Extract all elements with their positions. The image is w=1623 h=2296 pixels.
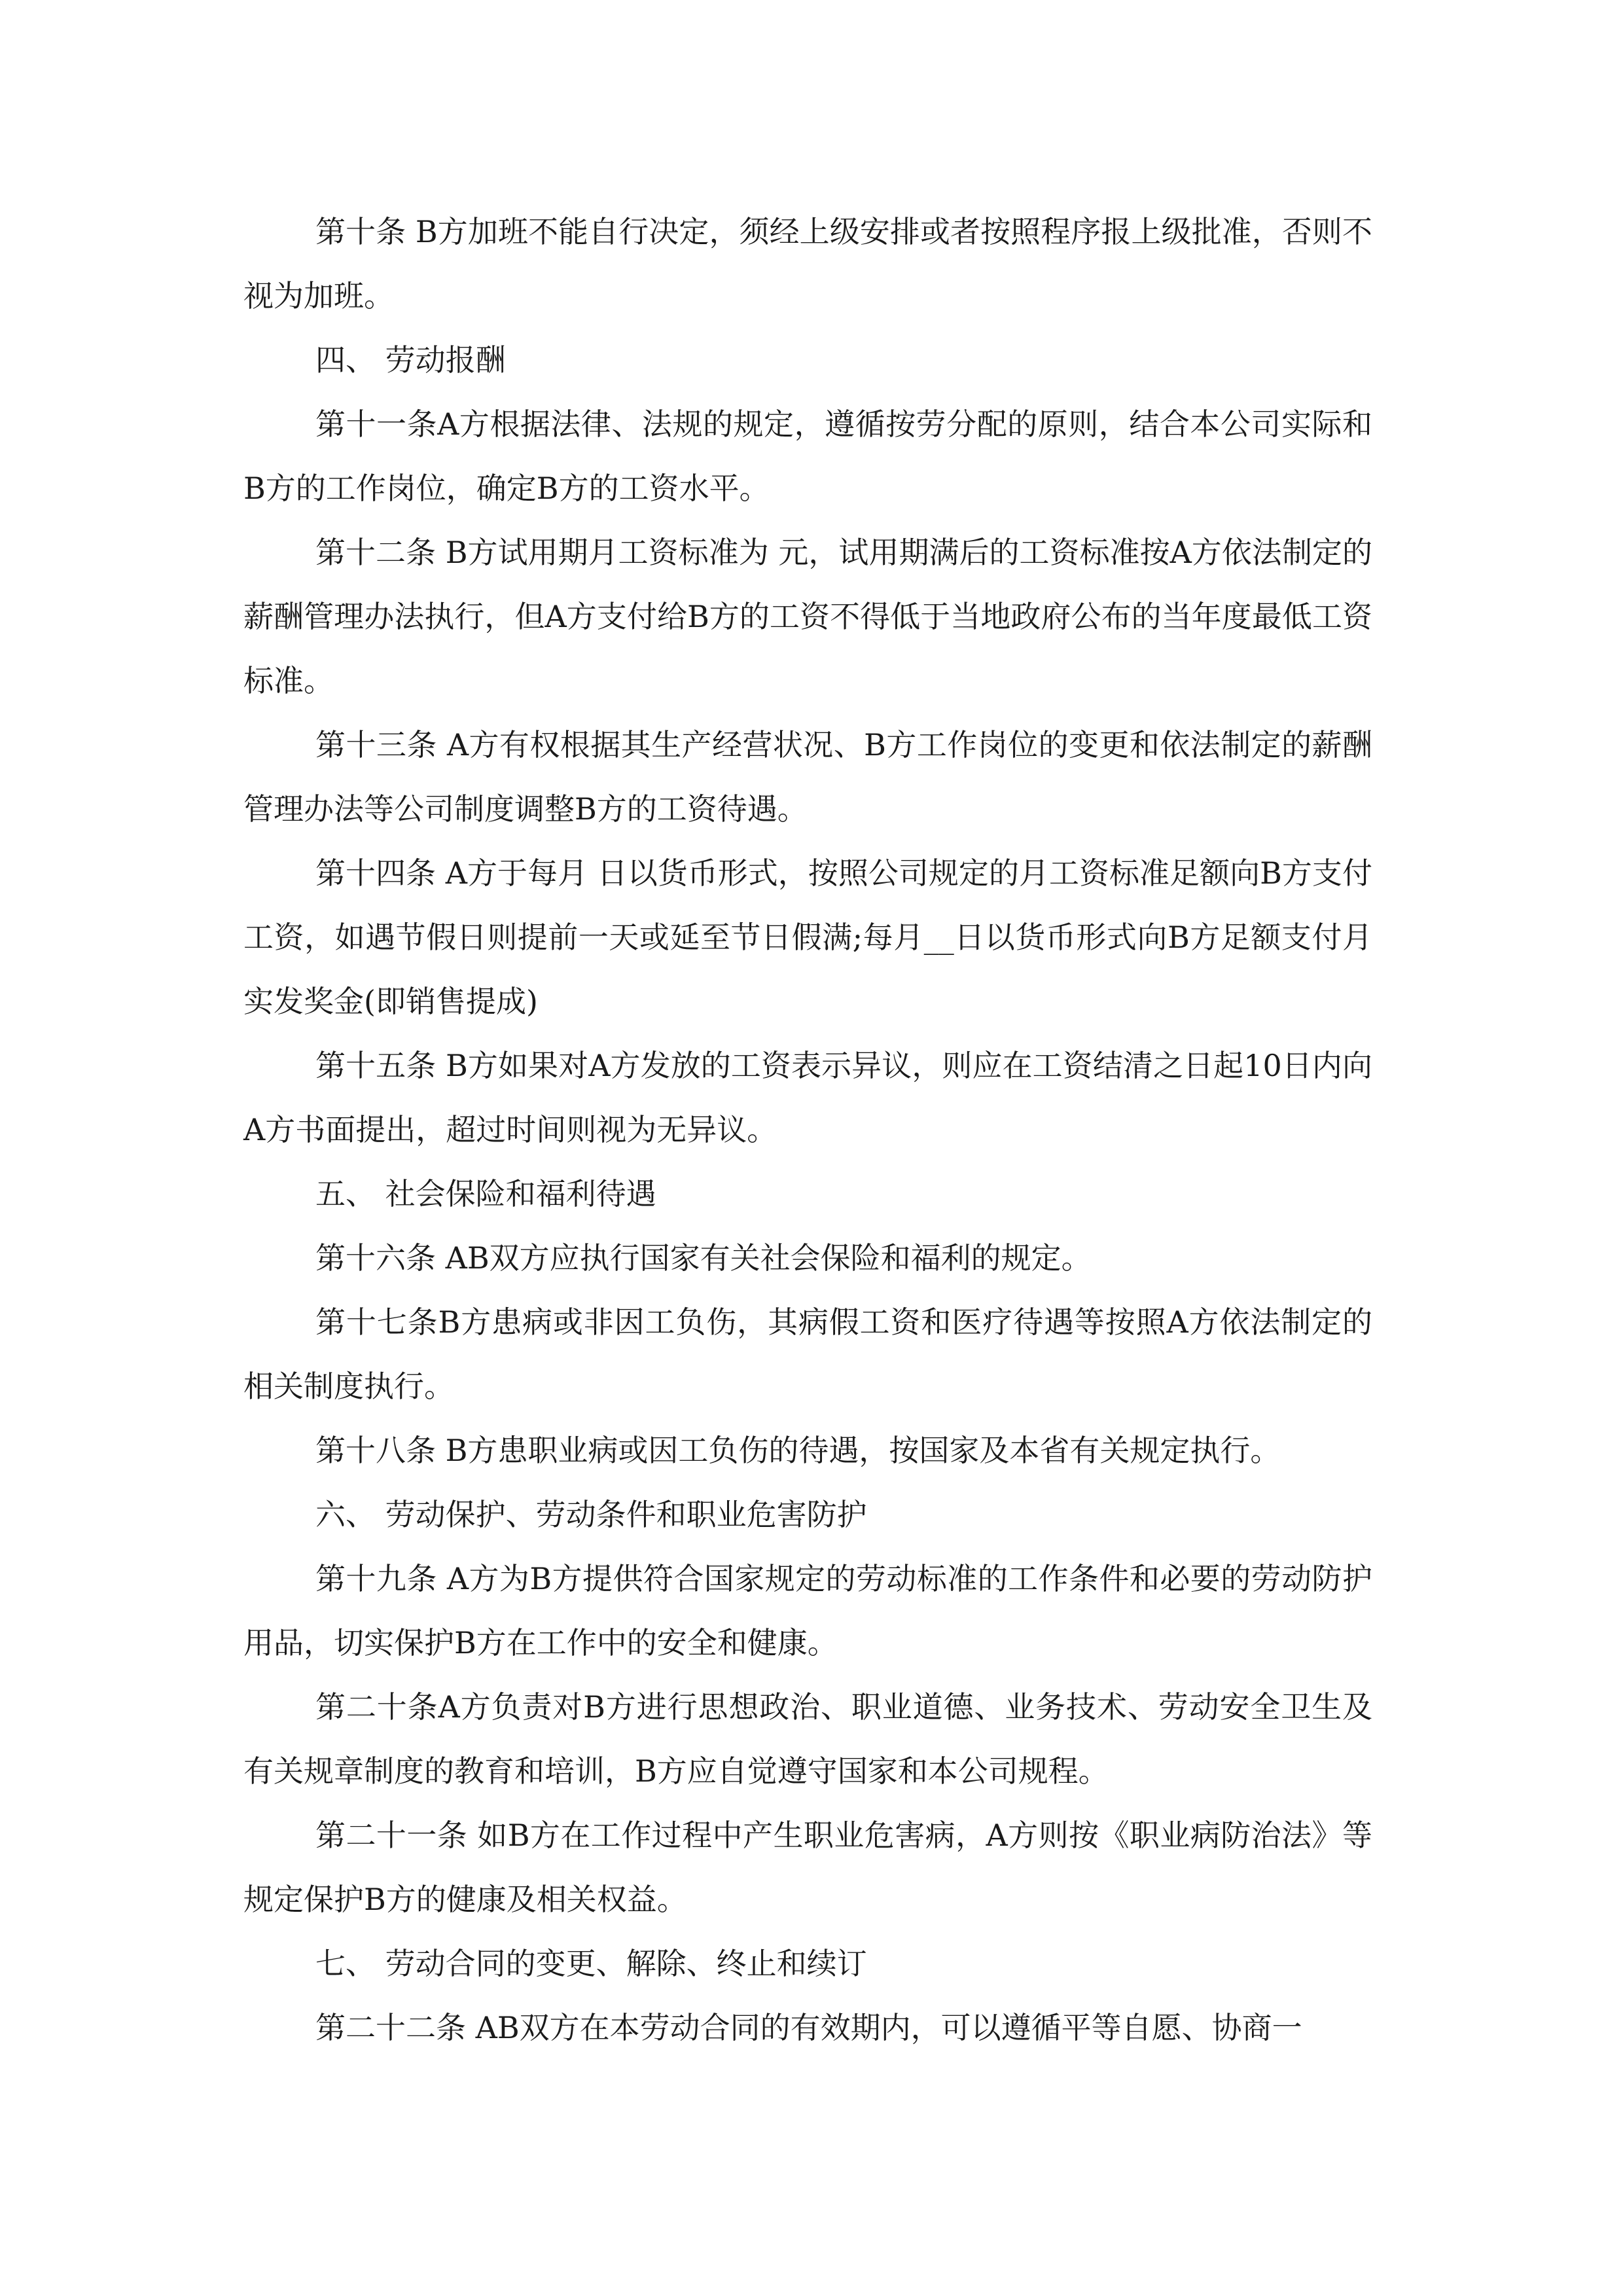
paragraph-article-20: 第二十条A方负责对B方进行思想政治、职业道德、业务技术、劳动安全卫生及有关规章制度的教育和培训，B方应自觉遵守国家和本公司规程。 [243, 1689, 1372, 1789]
paragraph-article-18: 第十八条 B方患职业病或因工负伤的待遇，按国家及本省有关规定执行。 [315, 1433, 1281, 1468]
document-body [243, 200, 1372, 2060]
paragraph-article-11: 第十一条A方根据法律、法规的规定，遵循按劳分配的原则，结合本公司实际和B方的工作岗位，确定B方的工资水平。 [243, 406, 1372, 506]
paragraph-article-12: 第十二条 B方试用期月工资标准为 元，试用期满后的工资标准按A方依法制定的薪酬管理办法执行，但A方支付给B方的工资不得低于当地政府公布的当年度最低工资标准。 [243, 535, 1372, 698]
section-heading-7-contract-changes: 七、 劳动合同的变更、解除、终止和续订 [315, 1946, 867, 1981]
paragraph-article-14: 第十四条 A方于每月 日以货币形式，按照公司规定的月工资标准足额向B方支付工资，如遇节假日则提前一天或延至节日假满;每月__日以货币形式向B方足额支付月实发奖金(即销售提成) [243, 855, 1372, 1019]
paragraph-article-21: 第二十一条 如B方在工作过程中产生职业危害病，A方则按《职业病防治法》等规定保护B方的健康及相关权益。 [243, 1818, 1372, 1917]
section-heading-6-labor-protection: 六、 劳动保护、劳动条件和职业危害防护 [315, 1497, 867, 1532]
paragraph-article-16: 第十六条 AB双方应执行国家有关社会保险和福利的规定。 [315, 1240, 1092, 1276]
paragraph-article-15: 第十五条 B方如果对A方发放的工资表示异议，则应在工资结清之日起10日内向A方书面提出，超过时间则视为无异议。 [243, 1048, 1372, 1147]
paragraph-article-17: 第十七条B方患病或非因工负伤，其病假工资和医疗待遇等按照A方依法制定的相关制度执行。 [243, 1304, 1372, 1404]
section-heading-4-labor-remuneration: 四、 劳动报酬 [315, 342, 506, 378]
section-heading-5-social-insurance: 五、 社会保险和福利待遇 [315, 1176, 656, 1211]
paragraph-article-13: 第十三条 A方有权根据其生产经营状况、B方工作岗位的变更和依法制定的薪酬管理办法等公司制度调整B方的工资待遇。 [243, 727, 1372, 827]
paragraph-article-10: 第十条 B方加班不能自行决定，须经上级安排或者按照程序报上级批准，否则不视为加班。 [243, 214, 1372, 314]
paragraph-article-22: 第二十二条 AB双方在本劳动合同的有效期内，可以遵循平等自愿、协商一 [315, 2010, 1302, 2045]
paragraph-article-19: 第十九条 A方为B方提供符合国家规定的劳动标准的工作条件和必要的劳动防护用品，切实保护B方在工作中的安全和健康。 [243, 1561, 1372, 1660]
